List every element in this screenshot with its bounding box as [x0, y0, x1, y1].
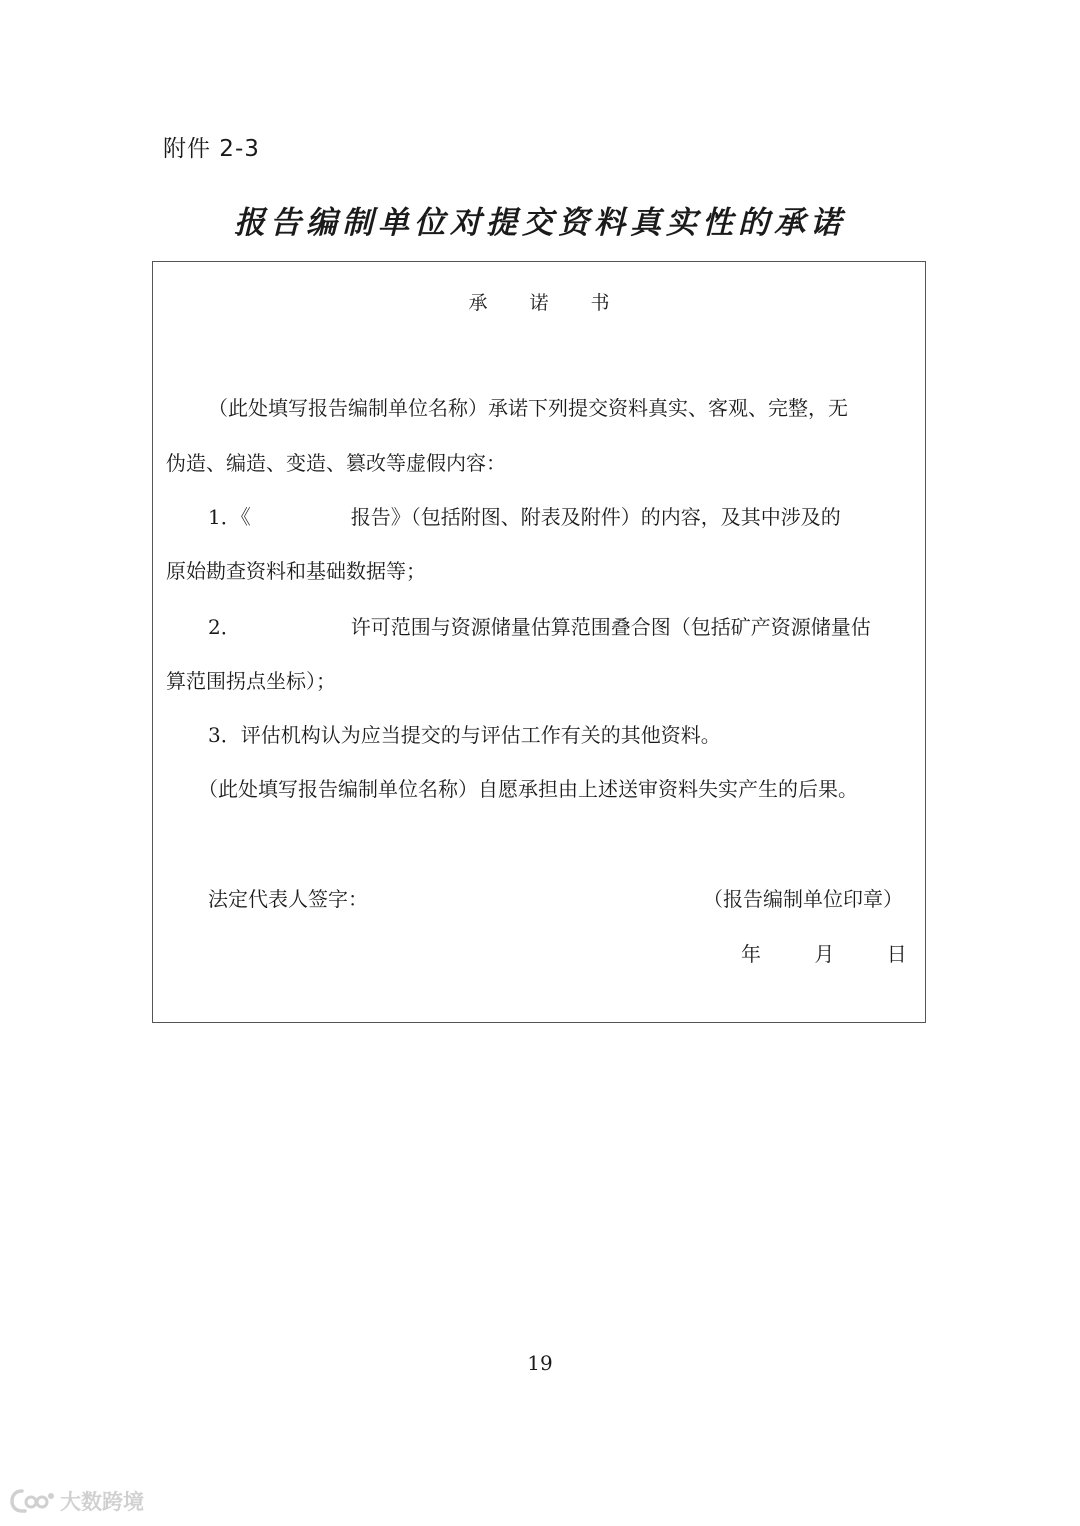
date-day: 日 [886, 942, 907, 966]
commitment-box [152, 261, 926, 1023]
seal-label: （报告编制单位印章） [703, 887, 903, 911]
commitment-item-1-continued: 原始勘查资料和基础数据等； [166, 559, 426, 583]
commitment-line-1: （此处填写报告编制单位名称）承诺下列提交资料真实、客观、完整，无 [208, 396, 848, 420]
brand-logo-icon [10, 1488, 56, 1514]
commitment-line-2: 伪造、编造、变造、篡改等虚假内容： [166, 451, 506, 475]
commitment-consequence: （此处填写报告编制单位名称）自愿承担由上述送审资料失实产生的后果。 [198, 777, 858, 801]
date-line [741, 938, 907, 967]
date-year: 年 [741, 942, 761, 966]
watermark-text: 大数跨境 [60, 1490, 144, 1514]
commitment-heading: 承 诺 书 [468, 292, 628, 314]
attachment-label: 附件 2-3 [163, 136, 260, 162]
page-number: 19 [527, 1351, 553, 1375]
date-month: 月 [814, 942, 835, 966]
commitment-item-2-continued: 算范围拐点坐标）； [166, 669, 336, 693]
page-title: 报告编制单位对提交资料真实性的承诺 [234, 205, 846, 241]
commitment-item-2: 2． 许可范围与资源储量估算范围叠合图（包括矿产资源储量估 [208, 615, 871, 639]
watermark [10, 1486, 144, 1516]
signature-label: 法定代表人签字： [208, 887, 368, 911]
commitment-item-1: 1．《 报告》（包括附图、附表及附件）的内容，及其中涉及的 [208, 505, 841, 529]
commitment-item-3: 3．评估机构认为应当提交的与评估工作有关的其他资料。 [208, 723, 721, 747]
